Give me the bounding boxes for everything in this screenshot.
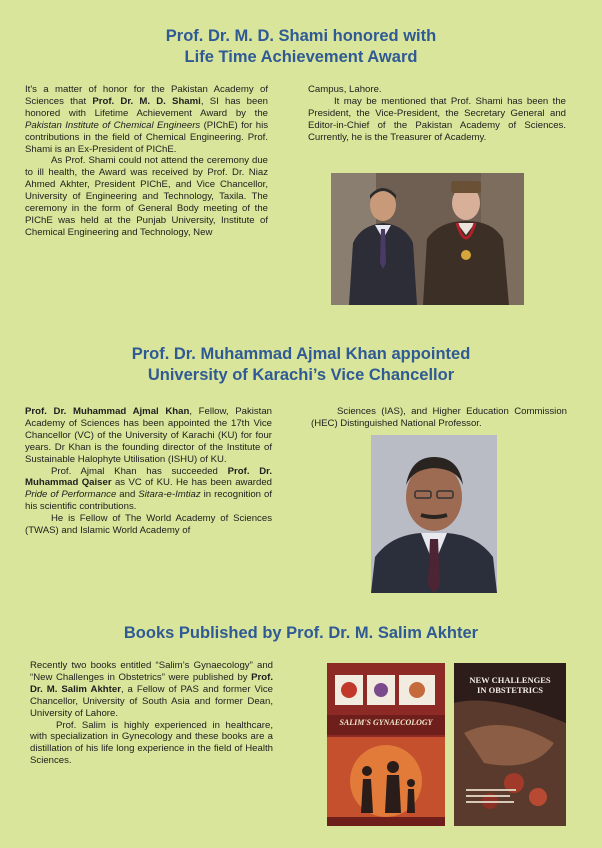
ajmal-khan-name: Prof. Dr. Muhammad Ajmal Khan <box>25 406 190 417</box>
article1-paragraph-1: It's a matter of honor for the Pakistan Academy of Sciences that Prof. Dr. M. D. Shami, SI has been honored with Lifetime Achievement Award by the Pakistan Institute of Chemical Engineers (PIChE) for his contributions in the field of Chemical Engineering. Prof. Shami is an Ex-President of PIChE. <box>25 84 268 155</box>
article2-paragraph-3: He is Fellow of The World Academy of Sciences (TWAS) and Islamic World Academy of <box>25 513 272 537</box>
article2-column-left <box>25 406 272 537</box>
shami-name: Prof. Dr. M. D. Shami <box>92 95 201 107</box>
qaiser-name: Prof. Dr. Muhammad Qaiser <box>25 465 272 489</box>
ajmal-khan-portrait <box>371 435 497 593</box>
book2-title: NEW CHALLENGES IN OBSTETRICS <box>469 675 551 695</box>
article3-paragraph-1: Recently two books entitled “Salim’s Gynaecology” and “New Challenges in Obstetrics” were published by Prof. Dr. M. Salim Akhter, a Fellow of PAS and former Vice Chancellor, University of South Asia and former Dean, University of Lahore. <box>30 660 273 719</box>
article3-column <box>30 660 273 767</box>
book-cover-salims-gynaecology <box>327 663 445 826</box>
book-cover-new-challenges-in-obstetrics <box>454 663 566 826</box>
article1-paragraph-4: It may be mentioned that Prof. Shami has been the President, the Vice-President, the Secretary General and Editor-in-Chief of the Pakistan Academy of Sciences. Currently, he is the Treasurer of Academy. <box>308 95 566 143</box>
book1-title: SALIM'S GYNAECOLOGY <box>339 718 433 727</box>
salim-akhter-name: Prof. Dr. M. Salim Akhter <box>30 671 273 695</box>
article2-paragraph-4: Sciences (IAS), and Higher Education Commission (HEC) Distinguished National Professor. <box>311 406 567 429</box>
article2-column-right <box>311 406 567 430</box>
article2-title-line2: University of Karachi’s Vice Chancellor <box>147 366 455 384</box>
article1-title-line2: Life Time Achievement Award <box>184 48 418 66</box>
article2-title <box>0 344 602 386</box>
article1-column-right <box>308 84 566 144</box>
article2-paragraph-2: Prof. Ajmal Khan has succeeded Prof. Dr. Muhammad Qaiser as VC of KU. He has been awarded Pride of Performance and Sitara-e-Imtiaz in recognition of his scientific contributions. <box>25 465 273 513</box>
article3-paragraph-2: Prof. Salim is highly experienced in healthcare, with specialization in Gynecology and these books are a distillation of his life long experience in the field of Health Sciences. <box>30 719 273 767</box>
award-pride: Pride of Performance <box>25 489 117 501</box>
piche-name: Pakistan Institute of Chemical Engineers <box>25 119 201 131</box>
article1-title <box>0 26 602 68</box>
article2-title-line1: Prof. Dr. Muhammad Ajmal Khan appointed <box>131 345 471 363</box>
article1-paragraph-2: As Prof. Shami could not attend the ceremony due to ill health, the Award was received by Prof. Dr. Niaz Ahmed Akhter, President PIChE, and Vice Chancellor, University of Engineering and Technology, Taxila. The ceremony in the form of General Body meeting of the PIChE was held at the Punjab University, Institute of Chemical Engineering and Technology, New <box>25 155 268 238</box>
article1-title-line1: Prof. Dr. M. D. Shami honored with <box>165 27 437 45</box>
article1-paragraph-3: Campus, Lahore. <box>308 84 382 95</box>
article1-column-left <box>25 84 268 239</box>
award-sitara: Sitara-e-Imtiaz <box>138 489 201 501</box>
article2-paragraph-1: Prof. Dr. Muhammad Ajmal Khan, Fellow, Pakistan Academy of Sciences has been appointed the 17th Vice Chancellor (VC) of the University of Karachi (KU) for four years. Dr Khan is the founding director of the Institute of Sustainable Halophyte Utilisation (ISHU) of KU. <box>25 406 273 465</box>
award-photo <box>331 173 524 305</box>
article3-title: Books Published by Prof. Dr. M. Salim Akhter <box>123 624 479 642</box>
